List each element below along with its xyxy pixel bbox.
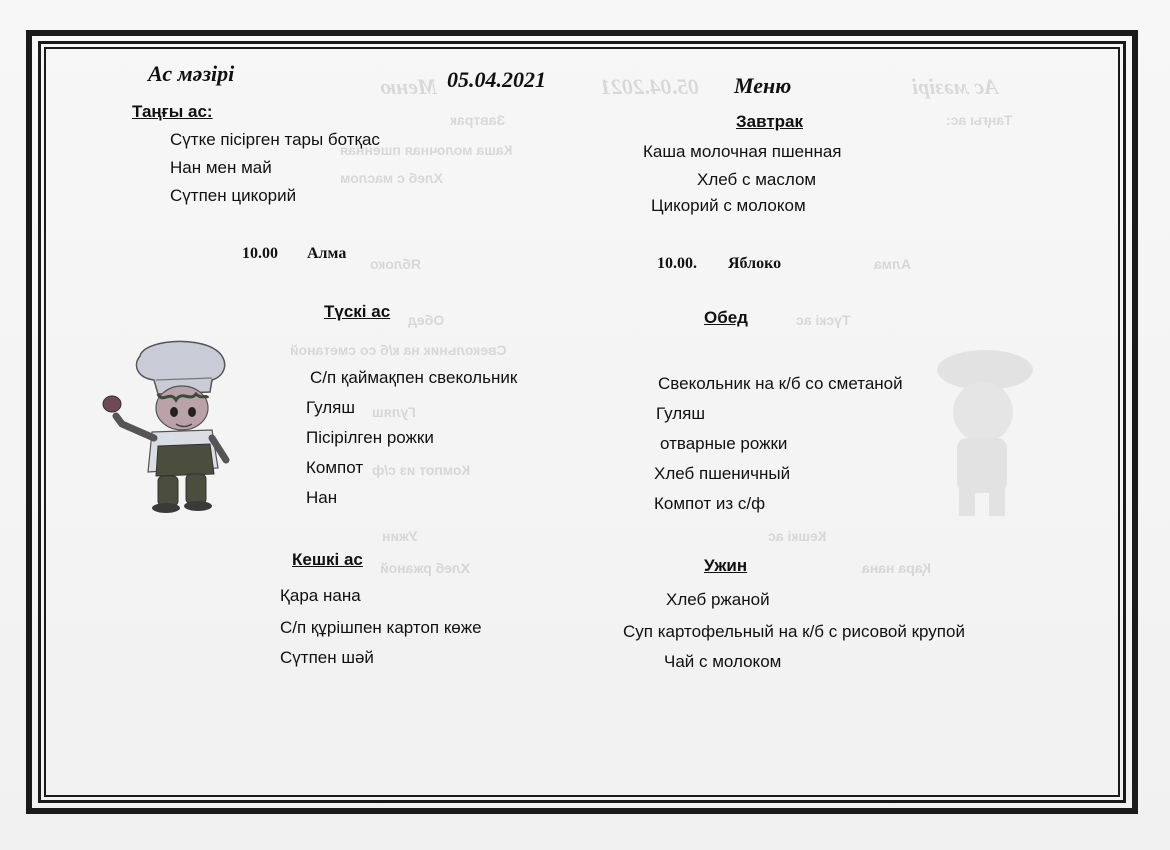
ru-dinner-item: Чай с молоком <box>664 652 782 671</box>
kz-breakfast-item: Сүтке пісірген тары ботқас <box>170 130 380 149</box>
bleed-snack-ru: Яблоко <box>370 256 421 272</box>
kz-breakfast-item: Сүтпен цикорий <box>170 186 297 205</box>
bleed-dinner-ru: Ужин <box>382 528 418 544</box>
ru-lunch-item: Свекольник на к/б со сметаной <box>658 374 903 393</box>
kz-lunch-item: Компот <box>306 458 364 477</box>
ru-lunch-item: Хлеб пшеничный <box>654 464 791 483</box>
ru-breakfast-item: Каша молочная пшенная <box>643 142 842 161</box>
bleed-breakfast-kz: Таңғы ас: <box>946 112 1013 128</box>
ru-lunch-item: Гуляш <box>656 404 705 423</box>
bleed-item: Хлеб с маслом <box>340 170 444 186</box>
kz-lunch-item: Гуляш <box>306 398 355 417</box>
kz-lunch-heading: Түскі ас <box>324 302 391 321</box>
bleed-item: Гуляш <box>372 404 416 420</box>
ru-dinner-heading: Ужин <box>704 556 748 575</box>
kz-lunch-item: Пісірілген рожки <box>306 428 434 447</box>
bleed-lunch-kz: Түскі ас <box>796 312 851 328</box>
ru-breakfast-item: Хлеб с маслом <box>697 170 817 189</box>
bleed-title-ru: Меню <box>380 74 438 99</box>
bleed-title-kz: Ас мәзірі <box>912 74 999 99</box>
bleed-item: Каша молочная пшенная <box>340 142 513 158</box>
bleed-item: Қара нана <box>862 560 932 576</box>
ru-dinner-item: Хлеб ржаной <box>666 590 770 609</box>
ru-lunch-item: отварные рожки <box>660 434 788 453</box>
bleed-date: 05.04.2021 <box>600 74 699 99</box>
ru-dinner-item: Суп картофельный на к/б с рисовой крупой <box>623 622 965 641</box>
kz-dinner-item: Қара нана <box>280 586 361 605</box>
ru-snack-time: 10.00. <box>657 255 697 272</box>
ru-lunch-heading: Обед <box>704 308 748 327</box>
bleed-snack-kz: Алма <box>874 256 911 272</box>
ru-breakfast-heading: Завтрак <box>736 112 804 131</box>
kz-dinner-heading: Кешкі ас <box>292 550 363 569</box>
bleed-chef-icon <box>905 340 1055 520</box>
kz-breakfast-heading: Таңғы ас: <box>132 102 213 121</box>
kz-snack-item: Алма <box>307 245 347 262</box>
bleed-dinner-kz: Кешкі ас <box>768 528 827 544</box>
bleed-lunch-ru: Обед <box>408 312 445 328</box>
kz-lunch-item: С/п қаймақпен свекольник <box>310 368 518 387</box>
russian-title: Меню <box>734 73 792 98</box>
ru-breakfast-item: Цикорий с молоком <box>651 196 806 215</box>
kz-lunch-item: Нан <box>306 488 338 507</box>
bleed-breakfast-ru: Завтрак <box>450 112 506 128</box>
bleed-item: Свекольник на к/б со сметаной <box>290 342 507 358</box>
ru-snack-item: Яблоко <box>728 255 782 272</box>
chef-illustration <box>100 334 232 514</box>
kz-snack-time: 10.00 <box>242 245 278 262</box>
kazakh-title: Ас мәзірі <box>148 61 235 86</box>
bleed-item: Хлеб ржаной <box>380 560 471 576</box>
kz-dinner-item: Сүтпен шәй <box>280 648 374 667</box>
kz-breakfast-item: Нан мен май <box>170 158 272 177</box>
bleed-item: Компот из с/ф <box>372 462 471 478</box>
kz-dinner-item: С/п құрішпен картоп көже <box>280 618 482 637</box>
menu-date: 05.04.2021 <box>447 67 546 92</box>
ru-lunch-item: Компот из с/ф <box>654 494 766 513</box>
